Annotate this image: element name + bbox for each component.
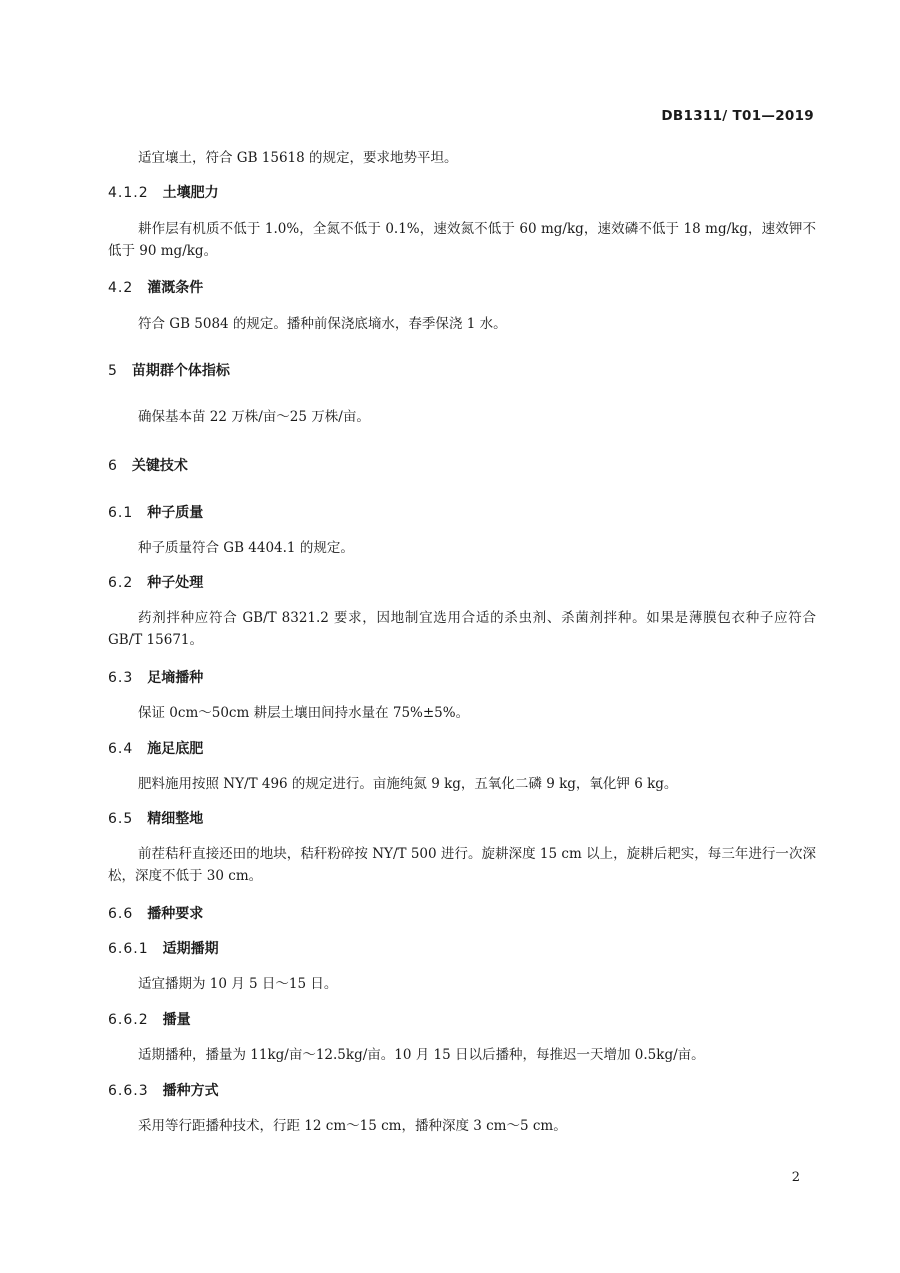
page-number: 2: [791, 1170, 800, 1185]
paragraph-soil-type: 适宜壤土，符合 GB 15618 的规定，要求地势平坦。: [138, 150, 458, 166]
section-number: 4.2: [108, 280, 134, 296]
heading-6-6: [108, 903, 203, 923]
heading-6-6-3: [108, 1080, 219, 1100]
section-number: 6.6: [108, 906, 134, 922]
heading-5: [108, 360, 230, 380]
section-title: 适期播期: [162, 941, 219, 957]
heading-6-5: [108, 808, 203, 828]
section-title: 足墒播种: [147, 670, 204, 686]
section-title: 施足底肥: [147, 741, 204, 757]
section-number: 6.4: [108, 741, 134, 757]
heading-6-2: [108, 572, 203, 592]
heading-6-6-2: [108, 1009, 191, 1029]
paragraph-seedling-count: 确保基本苗 22 万株/亩～25 万株/亩。: [138, 409, 370, 425]
heading-4-1-2: [108, 182, 219, 202]
section-number: 6.1: [108, 505, 134, 521]
section-title: 关键技术: [131, 458, 188, 474]
document-id-header: DB1311/ T01—2019: [661, 108, 814, 124]
paragraph-seed-treatment: 药剂拌种应符合 GB/T 8321.2 要求，因地制宜选用合适的杀虫剂、杀菌剂拌种。如果是薄膜包衣种子应符合 GB/T 15671。: [108, 610, 816, 648]
paragraph-sowing-method: 采用等行距播种技术，行距 12 cm～15 cm，播种深度 3 cm～5 cm。: [138, 1118, 567, 1134]
section-title: 土壤肥力: [162, 185, 219, 201]
paragraph-seed-quality: 种子质量符合 GB 4404.1 的规定。: [138, 540, 354, 556]
heading-6-4: [108, 738, 203, 758]
section-title: 种子处理: [147, 575, 204, 591]
section-title: 种子质量: [147, 505, 204, 521]
heading-6: [108, 455, 188, 475]
heading-6-3: [108, 667, 203, 687]
paragraph-base-fertilizer: 肥料施用按照 NY/T 496 的规定进行。亩施纯氮 9 kg，五氧化二磷 9 kg，氧化钾 6 kg。: [138, 776, 678, 792]
section-number: 6.5: [108, 811, 134, 827]
section-title: 苗期群个体指标: [131, 363, 230, 379]
section-number: 6.6.2: [108, 1012, 149, 1028]
paragraph-land-preparation: 前茬秸秆直接还田的地块，秸秆粉碎按 NY/T 500 进行。旋耕深度 15 cm 以上，旋耕后耙实，每三年进行一次深松，深度不低于 30 cm。: [108, 846, 816, 884]
section-title: 精细整地: [147, 811, 204, 827]
heading-6-1: [108, 502, 203, 522]
section-title: 灌溉条件: [147, 280, 204, 296]
section-number: 6.6.3: [108, 1083, 149, 1099]
section-title: 播种要求: [147, 906, 204, 922]
section-number: 6.6.1: [108, 941, 149, 957]
heading-6-6-1: [108, 938, 219, 958]
paragraph-soil-fertility: 耕作层有机质不低于 1.0%，全氮不低于 0.1%，速效氮不低于 60 mg/kg，速效磷不低于 18 mg/kg，速效钾不低于 90 mg/kg。: [108, 221, 816, 259]
heading-4-2: [108, 277, 203, 297]
paragraph-irrigation: 符合 GB 5084 的规定。播种前保浇底墒水，春季保浇 1 水。: [138, 316, 507, 332]
section-number: 6: [108, 458, 118, 474]
section-number: 6.3: [108, 670, 134, 686]
section-title: 播种方式: [162, 1083, 219, 1099]
section-number: 6.2: [108, 575, 134, 591]
section-title: 播量: [162, 1012, 191, 1028]
paragraph-seeding-rate: 适期播种，播量为 11kg/亩～12.5kg/亩。10 月 15 日以后播种，每推迟一天增加 0.5kg/亩。: [138, 1047, 705, 1063]
section-number: 4.1.2: [108, 185, 149, 201]
paragraph-soil-moisture: 保证 0cm～50cm 耕层土壤田间持水量在 75%±5%。: [138, 705, 470, 721]
section-number: 5: [108, 363, 118, 379]
paragraph-sowing-date: 适宜播期为 10 月 5 日～15 日。: [138, 976, 338, 992]
